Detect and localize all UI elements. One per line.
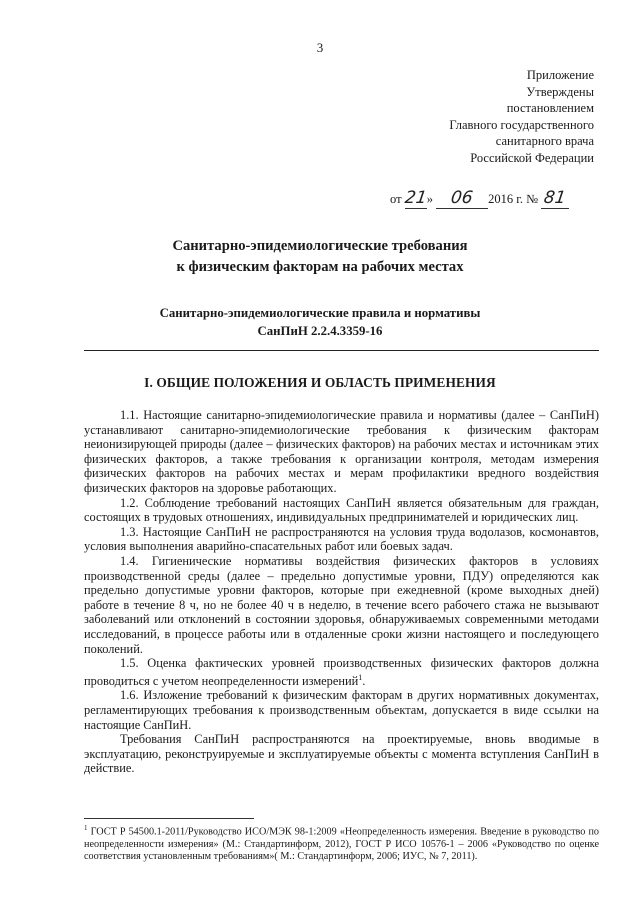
approval-line: Приложение bbox=[526, 68, 594, 82]
document-subtitle bbox=[0, 304, 640, 340]
document-number: 81 bbox=[542, 188, 568, 208]
paragraph-1-1: 1.1. Настоящие санитарно-эпидемиологические правила и нормативы (далее – СанПиН) устанавливают санитарно-эпидемиологические требования к физическим факторам неионизирующей природы (далее – физических факторов) на рабочих местах и источникам этих физических факторов, а также требования к организации контроля, методам измерения физических факторов на рабочих местах и мерам профилактики вредного воздействия физических факторов на здоровье работающих. bbox=[84, 408, 599, 495]
paragraph-scope: Требования СанПиН распространяются на проектируемые, вновь вводимые в эксплуатацию, реконструируемые и эксплуатируемые объекты с момента вступления СанПиН в действие. bbox=[84, 732, 599, 776]
date-month: 06 bbox=[449, 188, 475, 208]
date-year: 2016 г. № bbox=[488, 192, 539, 206]
date-day: 21 bbox=[403, 188, 428, 208]
footnote-text: ГОСТ Р 54500.1-2011/Руководство ИСО/МЭК 98-1:2009 «Неопределенность измерения. Введение в руководство по неопределенности измерения» (М.: Стандартинформ, 2012), ГОСТ Р ИСО 10576-1 – 2006 «Руководство по оценке соответствия установленным требованиям»( М.: Стандартинформ, 2006; ИУС, № 7, 2011). bbox=[84, 826, 599, 863]
document-body bbox=[84, 408, 599, 776]
paragraph-1-2: 1.2. Соблюдение требований настоящих СанПиН является обязательным для граждан, состоящих в трудовых отношениях, индивидуальных предпринимателей и юридических лиц. bbox=[84, 495, 599, 525]
title-line: к физическим факторам на рабочих местах bbox=[176, 259, 464, 275]
approval-line: постановлением bbox=[506, 101, 594, 116]
approval-date-line: от 21» 06 2016 г. № 81 bbox=[390, 188, 568, 208]
footnote-reference: 1 bbox=[358, 672, 363, 682]
paragraph-1-4: 1.4. Гигиенические нормативы воздействия физических факторов в условиях производственной среды (далее – предельно допустимые уровни, ПДУ) определяются как предельно допустимые уровни факторов, которые при ежедневной (кроме выходных дней) работе в течение 8 ч, но не более 40 ч в неделю, в течение всего рабочего стажа не вызывают заболеваний или отклонений в состоянии здоровья, обнаруживаемых современными методами исследований, в процессе работы или в отдаленные сроки жизни настоящего и последующего поколений. bbox=[84, 553, 599, 656]
divider bbox=[84, 350, 599, 351]
approval-line: Главного государственного bbox=[449, 117, 594, 132]
footnote-mark: 1 bbox=[84, 824, 88, 832]
paragraph-1-6: 1.6. Изложение требований к физическим факторам в других нормативных документах, регламентирующих требования к производственным объектам, допускается в виде ссылки на настоящие СанПиН. bbox=[84, 688, 599, 732]
date-prefix: от bbox=[390, 192, 402, 206]
paragraph-1-5-text: 1.5. Оценка фактических уровней производственных физических факторов должна проводиться с учетом неопределенности измерений bbox=[84, 656, 599, 688]
title-line: Санитарно-эпидемиологические требования bbox=[172, 238, 468, 254]
subtitle-line: СанПиН 2.2.4.3359-16 bbox=[257, 324, 383, 338]
paragraph-1-5-end: . bbox=[362, 673, 366, 688]
paragraph-1-3: 1.3. Настоящие СанПиН не распространяются на условия труда водолазов, космонавтов, условия выполнения аварийно-спасательных работ или боевых задач. bbox=[84, 524, 599, 554]
subtitle-line: Санитарно-эпидемиологические правила и нормативы bbox=[159, 306, 481, 320]
footnote bbox=[84, 822, 599, 864]
page-number: 3 bbox=[316, 40, 324, 55]
approval-line: Российской Федерации bbox=[470, 150, 594, 165]
approval-line: санитарного врача bbox=[495, 134, 594, 149]
approval-block bbox=[449, 67, 594, 167]
section-heading: I. ОБЩИЕ ПОЛОЖЕНИЯ И ОБЛАСТЬ ПРИМЕНЕНИЯ bbox=[144, 375, 496, 390]
paragraph-1-5 bbox=[84, 656, 599, 688]
approval-line: Утверждены bbox=[526, 84, 594, 99]
footnote-divider bbox=[84, 818, 254, 819]
document-title bbox=[0, 236, 640, 278]
